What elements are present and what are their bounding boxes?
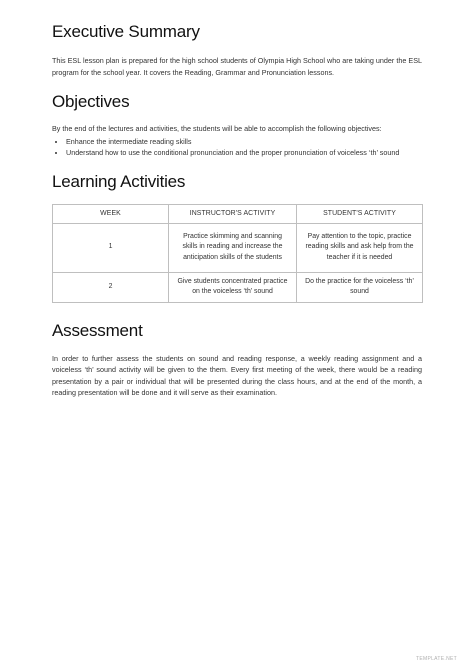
objectives-heading: Objectives: [52, 92, 130, 111]
objective-item: • Understand how to use the conditional pronunciation and the proper pronunciation of voiceless ‘th’ sound: [66, 147, 422, 158]
assessment-heading: Assessment: [52, 320, 143, 340]
header-student-activity: STUDENT'S ACTIVITY: [297, 204, 423, 223]
assessment-text: In order to further assess the students on sound and reading response, a weekly reading assignment and a voiceless ‘th’ sound activity will be given to the them. Every first meeting of the week, there would be a reading presentation by a pair or individual that will be presented during the class hours, and at the end of the month, a reading presentation will be done and it will serve as their examination.: [52, 353, 422, 397]
instructor-activity-cell: Give students concentrated practice on the voiceless ‘th’ sound: [169, 272, 297, 302]
instructor-activity-cell: Practice skimming and scanning skills in reading and increase the anticipation skills of the students: [169, 223, 297, 272]
header-instructor-activity: INSTRUCTOR'S ACTIVITY: [169, 204, 297, 223]
student-activity-cell: Do the practice for the voiceless ‘th’ sound: [297, 272, 423, 302]
week-cell: 2: [53, 272, 169, 302]
executive-summary-text: This ESL lesson plan is prepared for the high school students of Olympia High School who are taking under the ESL program for the school year. It covers the Reading, Grammar and Pronunciation lessons.: [52, 56, 422, 77]
activities-table: [52, 204, 423, 303]
header-week: WEEK: [53, 204, 169, 223]
table-header-row: [53, 204, 423, 223]
learning-activities-heading: Learning Activities: [52, 171, 186, 191]
objectives-list: [52, 136, 422, 158]
table-row: [53, 223, 423, 272]
objectives-intro: By the end of the lectures and activities, the students will be able to accomplish the following objectives:: [52, 124, 382, 133]
student-activity-cell: Pay attention to the topic, practice reading skills and ask help from the teacher if it is needed: [297, 223, 423, 272]
watermark-logo: TEMPLATE.NET: [416, 656, 458, 662]
week-cell: 1: [53, 223, 169, 272]
objective-item: • Enhance the intermediate reading skills: [66, 136, 422, 147]
document-content: [52, 22, 422, 399]
executive-summary-heading: Executive Summary: [52, 22, 200, 41]
table-row: [53, 272, 423, 302]
